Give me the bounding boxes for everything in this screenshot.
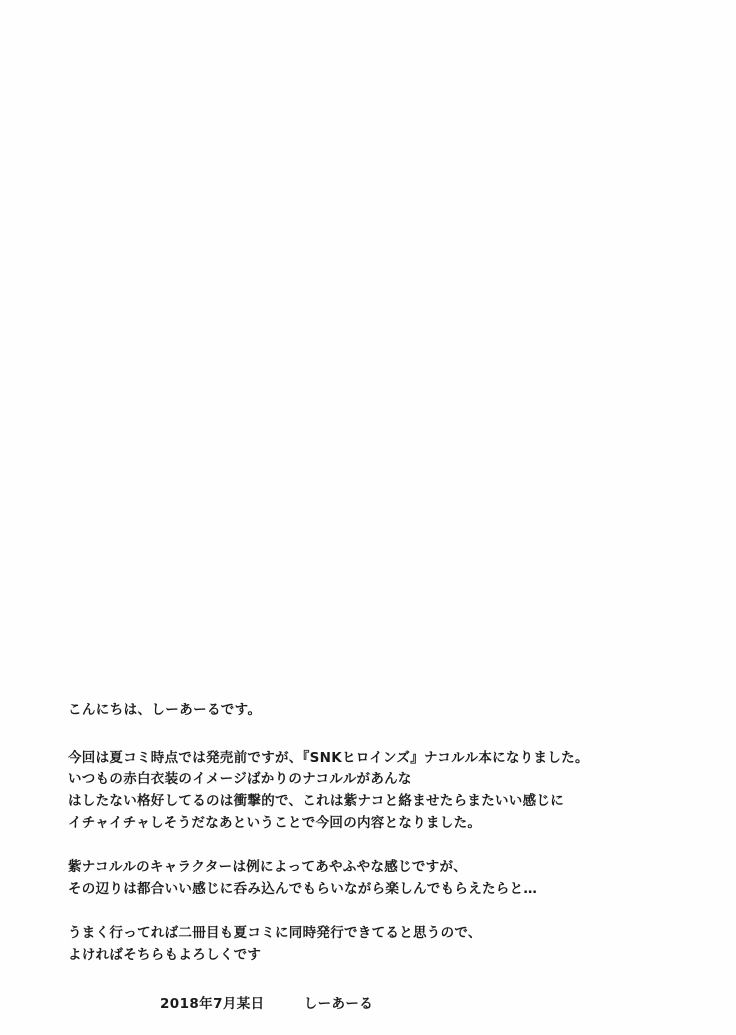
paragraph-line: 今回は夏コミ時点では発売前ですが、『SNKヒロインズ』ナコルル本になりました。	[68, 749, 589, 766]
afterword-greeting: こんにちは、しーあーるです。	[68, 702, 262, 718]
paragraph-line: その辺りは都合いい感じに呑み込んでもらいながら楽しんでもらえたらと…	[68, 880, 538, 897]
afterword-paragraph-1	[68, 748, 668, 835]
paragraph-line: はしたない格好してるのは衝撃的で、これは紫ナコと絡ませたらまたいい感じに	[68, 793, 564, 810]
signature-name: しーあーる	[303, 996, 374, 1013]
paragraph-line: いつもの赤白衣装のイメージばかりのナコルルがあんな	[68, 771, 412, 788]
paragraph-line: イチャイチャしそうだなあということで今回の内容となりました。	[68, 815, 482, 832]
paragraph-line: 紫ナコルルのキャラクターは例によってあやふやな感じですが、	[68, 859, 468, 876]
paragraph-line: うまく行ってれば二冊目も夏コミに同時発行できてると思うので、	[68, 924, 482, 941]
afterword-signature	[68, 992, 668, 1012]
paragraph-line: よければそちらもよろしくです	[68, 946, 262, 963]
afterword-block	[68, 700, 668, 1012]
signature-date: 2018年7月某日	[160, 996, 265, 1013]
afterword-paragraph-3	[68, 923, 668, 967]
afterword-paragraph-2	[68, 857, 668, 901]
